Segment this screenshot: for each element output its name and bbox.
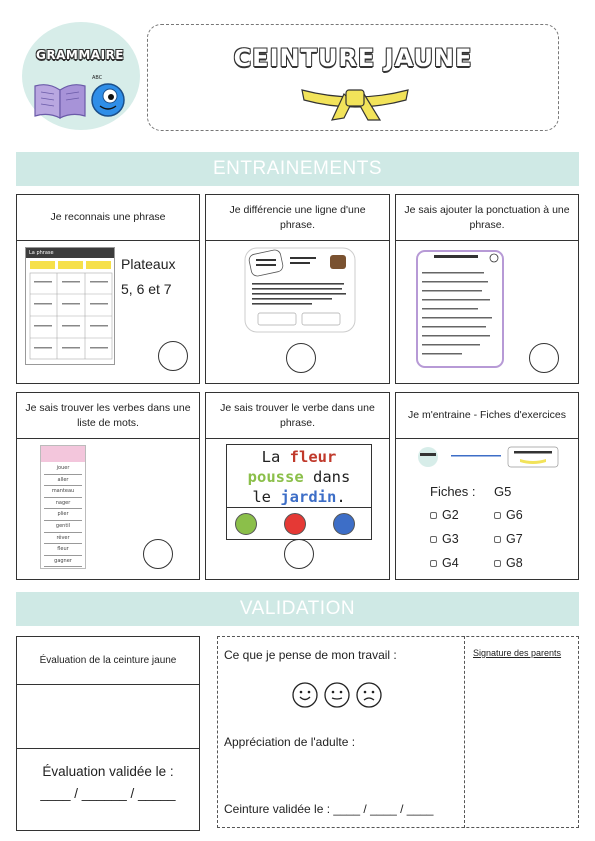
fiches-label: Fiches : (430, 484, 476, 499)
sentence-card (226, 444, 372, 540)
eval-title: Évaluation de la ceinture jaune (39, 655, 177, 666)
plateaux-numbers: 5, 6 et 7 (121, 281, 172, 297)
fiche-g2[interactable]: G2 (430, 508, 459, 522)
progress-checkbox[interactable] (158, 341, 188, 371)
card-find-verb-sentence (205, 392, 390, 580)
eval-date-field[interactable]: ____ / ______ / _____ (40, 785, 176, 801)
progress-checkbox[interactable] (286, 343, 316, 373)
parents-signature-label: Signature des parents (473, 648, 562, 658)
yellow-belt-icon (300, 78, 410, 122)
word-period: . (336, 488, 346, 506)
section-validation: VALIDATION (16, 592, 579, 626)
word-list-thumbnail (40, 445, 86, 569)
progress-checkbox[interactable] (529, 343, 559, 373)
progress-checkbox[interactable] (143, 539, 173, 569)
fiche-g3[interactable]: G3 (430, 532, 459, 546)
plateau-thumbnail (25, 247, 115, 365)
punctuation-sheet-thumbnail (416, 250, 504, 368)
word-list-item: manteau (44, 486, 82, 498)
logo-title: GRAMMAIRE (36, 48, 124, 62)
card-find-verbs-list (16, 392, 200, 580)
green-dot (235, 513, 257, 535)
card-title: Je sais trouver le verbe dans une phrase. (206, 393, 389, 439)
card-title: Je m'entraine - Fiches d'exercices (396, 393, 578, 439)
word-list-item: nager (44, 498, 82, 510)
adult-appreciation-label: Appréciation de l'adulte : (224, 735, 356, 749)
word-list-item: jouer (44, 463, 82, 475)
abc-label: ABC (92, 75, 103, 81)
plateaux-label: Plateaux (121, 256, 176, 272)
word-jardin: jardin (280, 488, 337, 506)
word-list-item: gagner (44, 556, 82, 568)
sheet-header-thumbnail (416, 446, 560, 468)
fiche-g5[interactable]: G5 (494, 484, 512, 499)
card-line-vs-sentence (205, 194, 390, 384)
card-recognize-sentence (16, 194, 200, 384)
word-fleur: fleur (289, 448, 337, 466)
neutral-face-icon[interactable] (324, 682, 350, 708)
parents-divider (464, 636, 465, 828)
self-eval-label: Ce que je pense de mon travail : (224, 648, 397, 662)
mascot-icon (90, 82, 126, 118)
word-list-item: gentil (44, 521, 82, 533)
eval-validated-label: Évaluation validée le : (42, 764, 174, 779)
happy-face-icon[interactable] (292, 682, 318, 708)
card-title: Je reconnais une phrase (17, 195, 199, 241)
word-dans: dans (303, 468, 351, 486)
word-list-item: fleur (44, 544, 82, 556)
book-icon (32, 80, 88, 120)
eval-blank-area (17, 685, 199, 749)
evaluation-box (16, 636, 200, 831)
section-training: ENTRAINEMENTS (16, 152, 579, 186)
sad-face-icon[interactable] (356, 682, 382, 708)
word-list-item: rêver (44, 533, 82, 545)
card-title: Je sais trouver les verbes dans une liste de mots. (17, 393, 199, 439)
card-punctuation (395, 194, 579, 384)
exercise-card-thumbnail (244, 247, 356, 333)
belt-validated-field[interactable]: Ceinture validée le : ____ / ____ / ____ (224, 802, 434, 816)
word-list-item: plier (44, 509, 82, 521)
fiche-g4[interactable]: G4 (430, 556, 459, 570)
blue-dot (333, 513, 355, 535)
fiche-g6[interactable]: G6 (494, 508, 523, 522)
fiche-g8[interactable]: G8 (494, 556, 523, 570)
thumb-title: La phrase (26, 248, 114, 258)
card-exercise-sheets (395, 392, 579, 580)
self-eval-box (217, 636, 579, 828)
word-list-item: aller (44, 475, 82, 487)
card-title: Je sais ajouter la ponctuation à une phrase. (396, 195, 578, 241)
page-title: CEINTURE JAUNE (233, 44, 473, 72)
progress-checkbox[interactable] (284, 539, 314, 569)
card-title: Je différencie une ligne d'une phrase. (206, 195, 389, 241)
red-dot (284, 513, 306, 535)
fiche-g7[interactable]: G7 (494, 532, 523, 546)
word-la: La (261, 448, 290, 466)
word-le: le (252, 488, 281, 506)
word-pousse: pousse (247, 468, 304, 486)
